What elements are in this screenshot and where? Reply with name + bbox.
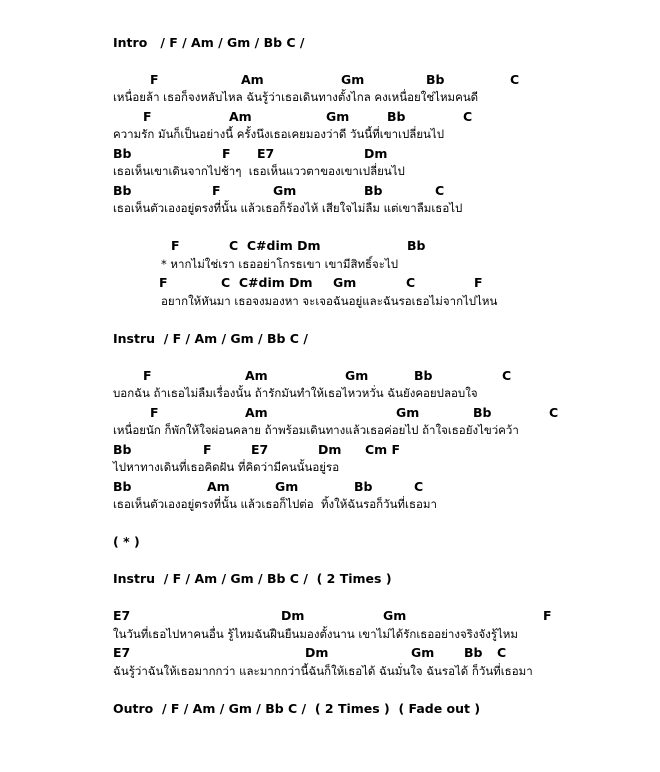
lyric-line: อยากให้หันมา เธอจงมองหา จะเจอฉันอยู่และฉันรอเธอไม่จากไปไหน — [161, 294, 498, 308]
intro-line: Intro / F / Am / Gm / Bb C / — [113, 35, 305, 50]
chord: Gm — [333, 275, 357, 290]
lyric-line: บอกฉัน ถ้าเธอไม่ลืมเรื่องนั้น ถ้ารักมันทำให้เธอไหวหวั่น ฉันยังคอยปลอบใจ — [113, 386, 478, 400]
chord: F — [222, 146, 231, 161]
chord: C — [502, 368, 512, 383]
lyric-line: เธอเห็นตัวเองอยู่ตรงที่นั้น แล้วเธอก็ร้องไห้ เสียใจไม่ลืม แต่เขาลืมเธอไป — [113, 201, 463, 215]
chord: C — [463, 109, 473, 124]
chord: Am — [241, 72, 264, 87]
chord: C — [414, 479, 424, 494]
chord: F — [150, 72, 159, 87]
lyric-line: เหนื่อยล้า เธอก็จงหลับไหล ฉันรู้ว่าเธอเดินทางตั้งไกล คงเหนื่อยใช่ไหมคนดี — [113, 90, 479, 104]
chord: Bb — [426, 72, 445, 87]
chord: Bb — [113, 146, 132, 161]
lyric-line: ฉันรู้ว่าฉันให้เธอมากกว่า และมากกว่านี้ฉันก็ให้เธอได้ ฉันมั่นใจ ฉันรอได้ ก็วันที่เธอมา — [113, 664, 533, 678]
chord: Dm — [364, 146, 388, 161]
chord: Gm — [341, 72, 365, 87]
lyric-line: * หากไม่ใช่เรา เธออย่าโกรธเขา เขามีสิทธิ์จะไป — [161, 257, 399, 271]
chord: Bb — [113, 479, 132, 494]
instrumental-line: Instru / F / Am / Gm / Bb C / — [113, 331, 308, 346]
outro-line: Outro / F / Am / Gm / Bb C / ( 2 Times ) ( Fade out ) — [113, 701, 481, 716]
chord: Bb — [354, 479, 373, 494]
lyric-line: ไปหาทางเดินที่เธอคิดฝัน ที่คิดว่ามีคนนั้นอยู่รอ — [113, 460, 340, 474]
chord: C — [406, 275, 416, 290]
lyric-line: ความรัก มันก็เป็นอย่างนี้ ครั้งนึงเธอเคยมองว่าดี วันนี้ที่เขาเปลี่ยนไป — [113, 127, 445, 141]
chord: Bb — [113, 442, 132, 457]
lyric-line: ในวันที่เธอไปหาคนอื่น รู้ไหมฉันฝืนยืนมองตั้งนาน เขาไม่ได้รักเธออย่างจริงจังรู้ไหม — [113, 627, 518, 641]
chord: Gm — [345, 368, 369, 383]
chord: F — [143, 109, 152, 124]
chord: Gm — [383, 608, 407, 623]
chord: Bb — [473, 405, 492, 420]
chord: C — [497, 645, 507, 660]
chord: C — [435, 183, 445, 198]
chord: Am — [229, 109, 252, 124]
chord: Gm — [326, 109, 350, 124]
chord: Gm — [396, 405, 420, 420]
chord: F — [150, 405, 159, 420]
chord: F — [159, 275, 168, 290]
chord: Dm — [281, 608, 305, 623]
chord: Am — [245, 405, 268, 420]
chord: E7 — [257, 146, 275, 161]
chord: C — [510, 72, 520, 87]
lyric-line: เธอเห็นเขาเดินจากไปช้าๆ เธอเห็นแววตาของเขาเปลี่ยนไป — [113, 164, 405, 178]
chord: F — [212, 183, 221, 198]
chord: C C#dim Dm — [229, 238, 321, 253]
chord: F — [203, 442, 212, 457]
chord: E7 — [113, 608, 131, 623]
instrumental-line: Instru / F / Am / Gm / Bb C / ( 2 Times ) — [113, 571, 392, 586]
chord: E7 — [251, 442, 269, 457]
chord: Bb — [364, 183, 383, 198]
chord: Am — [207, 479, 230, 494]
chord: Dm — [318, 442, 342, 457]
chord: Dm — [305, 645, 329, 660]
chord: F — [543, 608, 552, 623]
chord: F — [171, 238, 180, 253]
chord: E7 — [113, 645, 131, 660]
chord: Cm F — [365, 442, 401, 457]
chord: C — [549, 405, 559, 420]
chord: Bb — [407, 238, 426, 253]
chord: Gm — [411, 645, 435, 660]
chord: F — [143, 368, 152, 383]
chord: Gm — [275, 479, 299, 494]
chord: Bb — [113, 183, 132, 198]
chorus-repeat-marker: ( * ) — [113, 534, 140, 549]
lyric-line: เธอเห็นตัวเองอยู่ตรงที่นั้น แล้วเธอก็ไปต่อ ทิ้งให้ฉันรอก็วันที่เธอมา — [113, 497, 437, 511]
chord: Bb — [387, 109, 406, 124]
chord: Bb — [414, 368, 433, 383]
chord: C C#dim Dm — [221, 275, 313, 290]
chord: Am — [245, 368, 268, 383]
chord: Gm — [273, 183, 297, 198]
chord: F — [474, 275, 483, 290]
chord: Bb — [464, 645, 483, 660]
lyric-line: เหนื่อยนัก ก็พักให้ใจผ่อนคลาย ถ้าพร้อมเดินทางแล้วเธอค่อยไป ถ้าใจเธอยังไขว่คว้า — [113, 423, 519, 437]
